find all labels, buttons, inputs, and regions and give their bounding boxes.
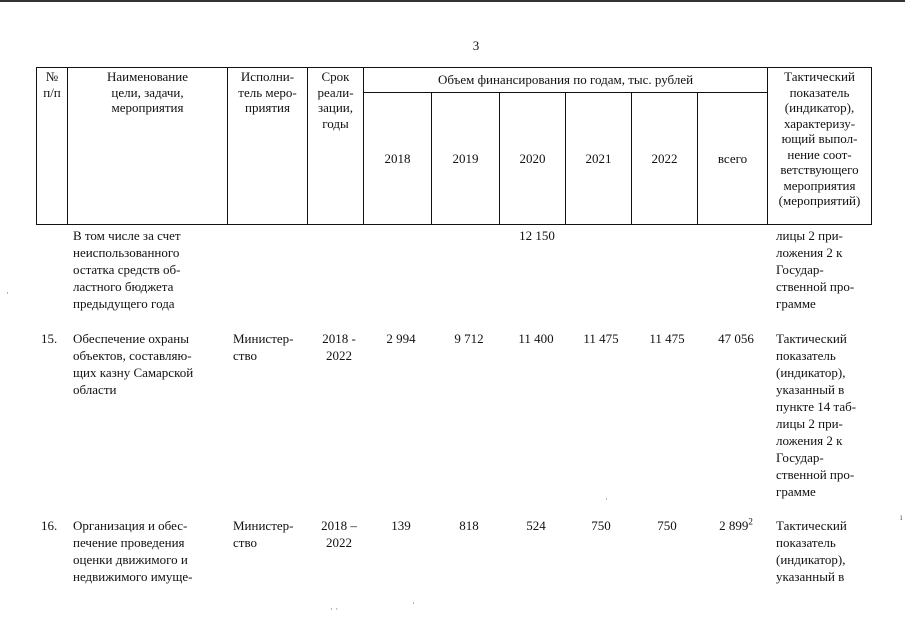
- row-15-term: 2018 - 2022: [322, 331, 356, 363]
- row-continuation-indicator: лицы 2 при- ложения 2 к Государ- ственной про- грамме: [776, 228, 855, 311]
- table-header: [36, 67, 872, 225]
- header-year-2020: 2020: [500, 93, 566, 225]
- row-16-name: Организация и обес- печение проведения оценки движимого и недвижимого имуще-: [73, 518, 193, 584]
- row-15-value-2018: 2 994: [386, 331, 416, 346]
- row-15-value-total: 47 056: [718, 331, 754, 346]
- scan-speck: ·: [6, 288, 9, 298]
- header-year-2018: 2018: [364, 93, 432, 225]
- row-15-value-2021: 11 475: [583, 331, 619, 346]
- header-name: Наименование цели, задачи, мероприятия: [68, 68, 228, 225]
- row-15-number: 15.: [41, 331, 58, 346]
- row-15-executor: Министер- ство: [233, 331, 294, 363]
- row-continuation-2020: 12 150: [519, 228, 555, 243]
- header-indicator: Тактический показатель (индикатор), характеризу- ющий выпол- нение соот- ветствующего мероприятия (мероприятий): [768, 68, 872, 225]
- scan-speck: · ·: [330, 604, 339, 614]
- row-16-executor: Министер- ство: [233, 518, 294, 550]
- row-16-indicator: Тактический показатель (индикатор), указанный в: [776, 518, 847, 584]
- row-15-value-2022: 11 475: [649, 331, 685, 346]
- row-15-indicator: Тактический показатель (индикатор), указанный в пункте 14 таб- лицы 2 при- ложения 2 к Государ- ственной про- грамме: [776, 331, 857, 499]
- row-16-value-2021: 750: [591, 518, 611, 533]
- header-year-total: всего: [698, 93, 768, 225]
- scan-speck: ·: [412, 598, 415, 608]
- row-16-total-amount: 2 899: [719, 518, 749, 533]
- row-16-total-footnote-marker: 2: [748, 516, 753, 527]
- row-15-name: Обеспечение охраны объектов, составляю- щих казну Самарской области: [73, 331, 194, 397]
- page-number: 3: [472, 38, 480, 53]
- row-15-value-2019: 9 712: [454, 331, 484, 346]
- row-16-value-2018: 139: [391, 518, 411, 533]
- row-16-value-2022: 750: [657, 518, 677, 533]
- row-16-term: 2018 – 2022: [321, 518, 357, 550]
- header-year-2021: 2021: [566, 93, 632, 225]
- row-16-value-2019: 818: [459, 518, 479, 533]
- row-16-value-2020: 524: [526, 518, 546, 533]
- row-continuation-name: В том числе за счет неиспользованного остатка средств об- ластного бюджета предыдущего года: [73, 228, 181, 311]
- header-term: Срок реали- зации, годы: [308, 68, 364, 225]
- top-border-rule: [0, 0, 905, 2]
- row-16-value-total: [701, 517, 771, 534]
- scan-speck: ı: [900, 512, 903, 522]
- header-year-2022: 2022: [632, 93, 698, 225]
- header-year-2019: 2019: [432, 93, 500, 225]
- row-15-value-2020: 11 400: [518, 331, 554, 346]
- header-funding: Объем финансирования по годам, тыс. рублей: [364, 68, 768, 93]
- header-executor: Исполни- тель меро- приятия: [228, 68, 308, 225]
- header-number: № п/п: [37, 68, 68, 225]
- row-16-number: 16.: [41, 518, 58, 533]
- scan-speck: ·: [605, 494, 608, 504]
